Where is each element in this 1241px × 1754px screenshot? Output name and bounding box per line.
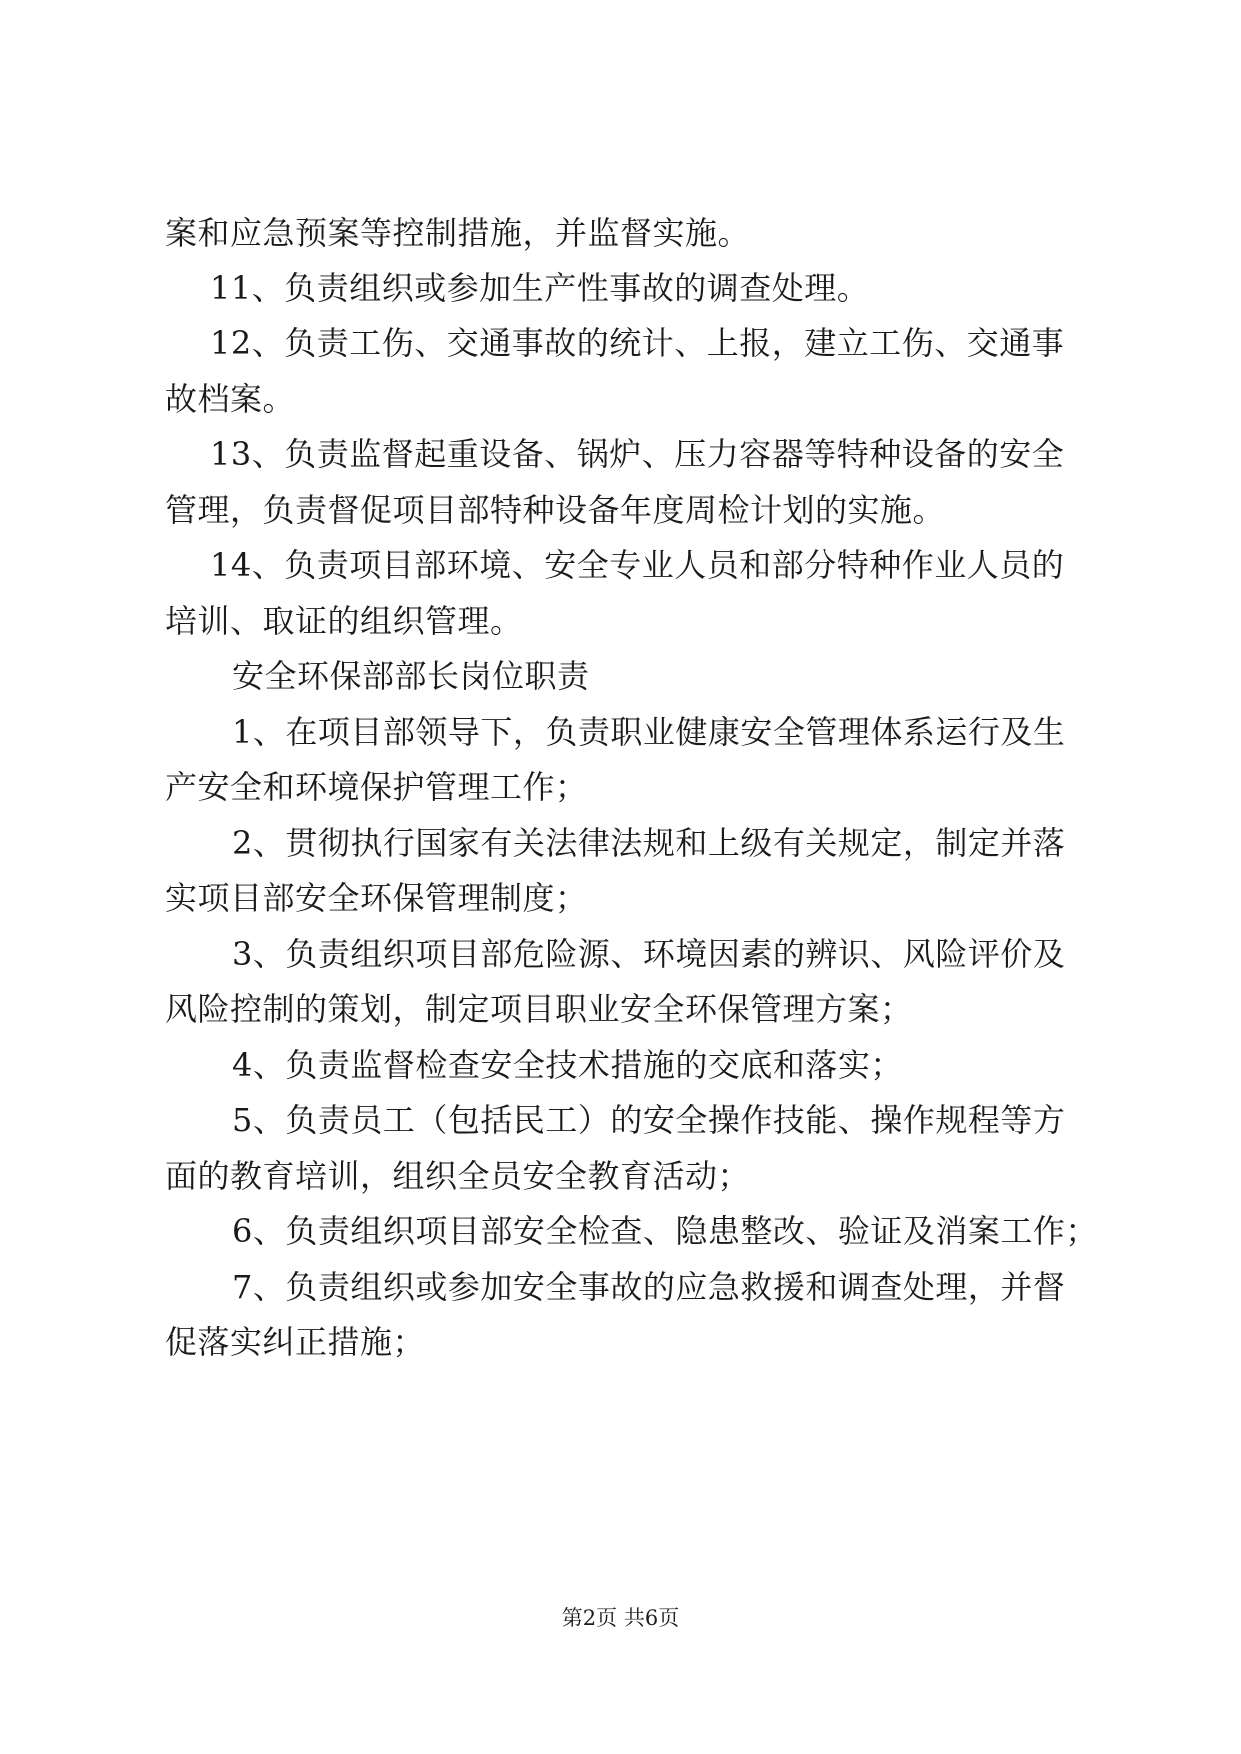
paragraph-item-13: 13、负责监督起重设备、锅炉、压力容器等特种设备的安全 [210,435,1065,473]
duty-item-2: 2、贯彻执行国家有关法律法规和上级有关规定，制定并落 [232,824,1066,862]
text-line-continuation: 案和应急预案等控制措施，并监督实施。 [165,214,751,252]
duty-item-7-cont: 促落实纠正措施； [165,1323,426,1361]
duty-item-2-cont: 实项目部安全环保管理制度； [165,879,588,917]
page-footer: 第2页 共6页 [561,1606,680,1630]
section-heading: 安全环保部部长岗位职责 [232,657,590,695]
duty-item-7: 7、负责组织或参加安全事故的应急救援和调查处理，并督 [232,1268,1066,1306]
duty-item-5: 5、负责员工（包括民工）的安全操作技能、操作规程等方 [232,1101,1066,1139]
duty-item-1-cont: 产安全和环境保护管理工作； [165,768,588,806]
duty-item-3: 3、负责组织项目部危险源、环境因素的辨识、风险评价及 [232,935,1066,973]
duty-item-5-cont: 面的教育培训，组织全员安全教育活动； [165,1157,751,1195]
paragraph-item-11: 11、负责组织或参加生产性事故的调查处理。 [210,269,870,307]
paragraph-item-12-cont: 故档案。 [165,380,296,418]
duty-item-1: 1、在项目部领导下，负责职业健康安全管理体系运行及生 [232,713,1066,751]
duty-item-3-cont: 风险控制的策划，制定项目职业安全环保管理方案； [165,990,913,1028]
paragraph-item-12: 12、负责工伤、交通事故的统计、上报，建立工伤、交通事 [210,324,1065,362]
duty-item-6: 6、负责组织项目部安全检查、隐患整改、验证及消案工作； [232,1212,1098,1250]
paragraph-item-13-cont: 管理，负责督促项目部特种设备年度周检计划的实施。 [165,491,946,529]
paragraph-item-14-cont: 培训、取证的组织管理。 [165,602,523,640]
duty-item-4: 4、负责监督检查安全技术措施的交底和落实； [232,1046,903,1084]
paragraph-item-14: 14、负责项目部环境、安全专业人员和部分特种作业人员的 [210,546,1065,584]
